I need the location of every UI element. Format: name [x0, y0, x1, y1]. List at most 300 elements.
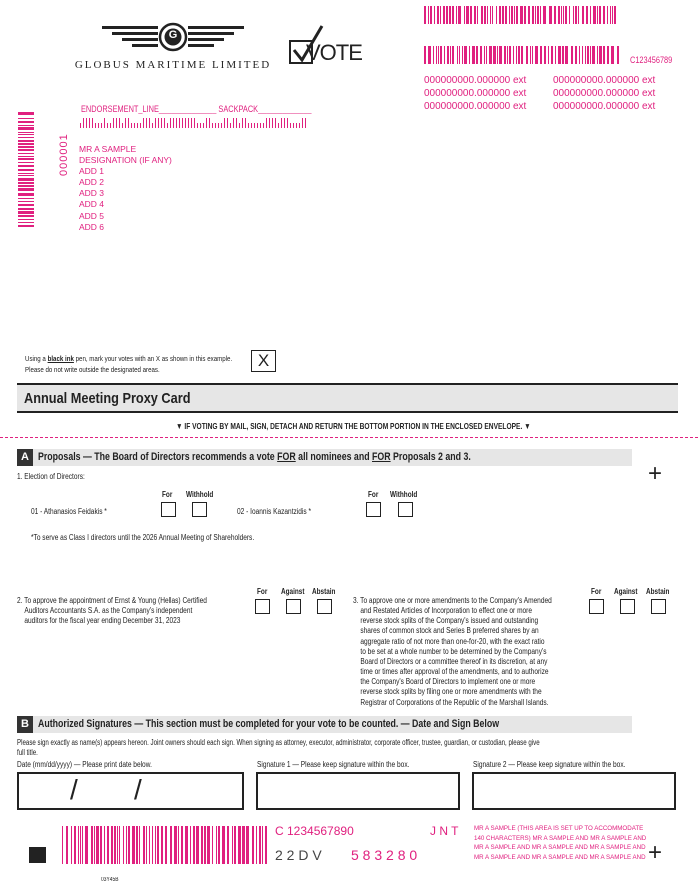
address-line: ADD 1 — [79, 166, 105, 177]
postal-bar — [260, 123, 261, 128]
barcode-bar — [565, 46, 568, 64]
barcode-bar — [222, 826, 225, 864]
address-line: ADD 2 — [79, 177, 105, 188]
barcode-bar — [18, 215, 34, 217]
barcode-bar — [85, 826, 88, 864]
barcode-bar — [516, 6, 518, 24]
barcode-bar — [617, 46, 619, 64]
barcode-bar — [575, 6, 577, 24]
barcode-bar — [474, 6, 476, 24]
barcode-bar — [18, 143, 34, 145]
postal-bar — [284, 118, 285, 128]
barcode-bar — [91, 826, 93, 864]
barcode-bar — [558, 6, 560, 24]
barcode-bar — [193, 826, 195, 864]
postal-bar — [173, 118, 174, 128]
barcode-bar — [62, 826, 63, 864]
example-mark: X — [257, 351, 270, 370]
barcode-bar — [599, 6, 601, 24]
signature-1-label: Signature 1 — Please keep signature within the box. — [257, 760, 410, 769]
barcode-bar — [146, 826, 147, 864]
barcode-bar — [569, 6, 570, 24]
barcode-bar — [614, 6, 616, 24]
col-against-label: Against — [281, 587, 305, 596]
barcode-bar — [543, 6, 546, 24]
postal-bar — [152, 123, 153, 128]
ext-line: 000000000.000000 ext — [553, 101, 656, 112]
postal-bar — [143, 118, 144, 128]
postal-bar — [245, 118, 246, 128]
barcode-bar — [152, 826, 153, 864]
barcode-bar — [443, 6, 445, 24]
barcode-bar — [18, 112, 34, 115]
barcode-bar — [139, 826, 140, 864]
barcode-bar — [80, 826, 81, 864]
company-logo — [68, 22, 278, 74]
barcode-bar — [535, 6, 536, 24]
barcode-bar — [256, 826, 257, 864]
postal-bar — [113, 118, 114, 128]
barcode-bar — [487, 6, 488, 24]
barcode-bar — [535, 46, 538, 64]
barcode-bar — [252, 826, 254, 864]
postal-bar — [122, 123, 123, 128]
barcode-bar — [149, 826, 150, 864]
postal-bar — [221, 123, 222, 128]
barcode-bar — [232, 826, 233, 864]
tear-line — [0, 437, 698, 438]
barcode-bar — [238, 826, 241, 864]
ext-line: 000000000.000000 ext — [424, 75, 527, 86]
postal-bar — [125, 118, 126, 128]
postal-bar — [86, 118, 87, 128]
barcode-bar — [71, 826, 72, 864]
barcode-bar — [18, 125, 34, 126]
barcode-bar — [492, 6, 493, 24]
barcode-bar — [573, 6, 574, 24]
instructions — [25, 353, 232, 375]
postal-barcode — [80, 118, 308, 128]
barcode-bar — [540, 46, 542, 64]
barcode-bar — [136, 826, 138, 864]
barcode-bar — [603, 6, 605, 24]
date-slash: / — [134, 774, 142, 805]
barcode-bar — [190, 826, 191, 864]
barcode-bar — [484, 6, 486, 24]
barcode-bar — [117, 826, 118, 864]
postal-bar — [281, 118, 282, 128]
signature-instructions: Please sign exactly as name(s) appears hereon. Joint owners should each sign. When signing as attorney, executor, administrator, corporate officer, trustee, guardian, or custodian, please give full title. — [17, 738, 540, 757]
barcode-bar — [438, 46, 439, 64]
barcode-bar — [578, 6, 579, 24]
barcode-bar — [174, 826, 177, 864]
col-for-label: For — [368, 490, 379, 499]
barcode-bar — [128, 826, 130, 864]
signature-2-box[interactable] — [472, 772, 676, 810]
barcode-bar — [518, 46, 520, 64]
postal-bar — [290, 123, 291, 128]
barcode-bar — [579, 46, 580, 64]
postal-bar — [155, 118, 156, 128]
barcode-bar — [544, 46, 546, 64]
barcode-bar — [436, 46, 437, 64]
barcode-bar — [78, 826, 79, 864]
postal-bar — [146, 118, 147, 128]
signature-1-box[interactable] — [256, 772, 460, 810]
postal-bar — [254, 123, 255, 128]
barcode-bar — [18, 153, 34, 154]
barcode-bar — [466, 6, 469, 24]
barcode-bar — [499, 6, 501, 24]
barcode-bar — [18, 193, 34, 196]
signature-2-label: Signature 2 — Please keep signature within the box. — [473, 760, 626, 769]
barcode-bar — [528, 6, 530, 24]
barcode-bar — [597, 6, 598, 24]
barcode-bar — [477, 6, 478, 24]
barcode-bar — [18, 127, 34, 130]
postal-bar — [137, 123, 138, 128]
postal-bar — [128, 118, 129, 128]
barcode-bar — [561, 6, 562, 24]
barcode-bar — [18, 211, 34, 214]
barcode-bar — [590, 46, 591, 64]
date-label: Date (mm/dd/yyyy) — Please print date below. — [17, 760, 152, 769]
postal-bar — [299, 123, 300, 128]
barcode-bar — [472, 46, 475, 64]
barcode-bar — [170, 826, 172, 864]
bottom-jnt: J N T — [430, 824, 459, 838]
proposal-3-text: 3. To approve one or more amendments to the Company's Amended and Restated Articles of Incorporation to effect one or more reverse stock splits of the Company's issued and outstanding shares of common stock and Series B preferred shares by an aggregate ratio of not more than one-for-20, with the exact ratio to be set at a whole number to be determined by the Company's Board of Directors or a committee thereof in its discretion, at any time or times after approval of the amendments, and to authorize the Company's Board of Directors to implement one or more reverse stock splits by filing one or more amendments with the Registrar of Corporations of the Republic of the Marshall Islands. — [353, 596, 552, 707]
postal-bar — [209, 118, 210, 128]
barcode-bar — [242, 826, 245, 864]
barcode-bar — [18, 225, 34, 227]
postal-bar — [236, 118, 237, 128]
barcode-bar — [262, 826, 263, 864]
barcode-bar — [246, 826, 249, 864]
barcode-bar — [104, 826, 105, 864]
postal-bar — [302, 118, 303, 128]
barcode-bar — [433, 46, 434, 64]
ext-line: 000000000.000000 ext — [424, 101, 527, 112]
barcode-bar — [456, 6, 457, 24]
barcode-bar — [212, 826, 213, 864]
barcode-bar — [586, 6, 588, 24]
postal-bar — [119, 118, 120, 128]
barcode-bar — [558, 46, 561, 64]
address-block — [79, 144, 172, 233]
barcode-bar — [18, 146, 34, 148]
barcode-bar — [457, 46, 458, 64]
barcode-bar — [548, 46, 549, 64]
postal-bar — [176, 118, 177, 128]
proposal-2-abstain-checkbox[interactable] — [317, 599, 332, 614]
nominee-1: 01 - Athanasios Feidakis * — [31, 507, 107, 516]
barcode-bar — [493, 46, 496, 64]
barcode-bar — [18, 219, 34, 220]
barcode-bar — [565, 6, 567, 24]
instruction-line-2: Please do not write outside the designated areas. — [25, 365, 160, 374]
vote-text: VOTE — [306, 40, 362, 65]
section-a-badge: A — [17, 449, 33, 466]
col-for-label: For — [591, 587, 602, 596]
barcode-bar — [227, 826, 229, 864]
barcode-bar — [216, 826, 217, 864]
postal-bar — [110, 123, 111, 128]
postal-bar — [179, 118, 180, 128]
company-name: GLOBUS MARITIME LIMITED — [74, 59, 272, 71]
barcode-bar — [464, 46, 467, 64]
barcode-bar — [509, 6, 510, 24]
barcode-bar — [18, 188, 34, 191]
barcode-bar — [540, 6, 541, 24]
barcode-bar — [563, 6, 564, 24]
postal-bar — [248, 123, 249, 128]
barcode-bar — [497, 46, 498, 64]
address-line: ADD 6 — [79, 221, 105, 232]
side-barcode — [18, 112, 34, 228]
barcode-bar — [590, 6, 591, 24]
postal-bar — [104, 118, 105, 128]
barcode-bar — [218, 826, 220, 864]
barcode-bar — [18, 222, 34, 223]
barcode-bar — [447, 46, 449, 64]
barcode-bar — [612, 6, 613, 24]
postal-bar — [242, 118, 243, 128]
barcode-bar — [509, 46, 511, 64]
barcode-bar — [486, 46, 487, 64]
barcode-bar — [562, 46, 564, 64]
logo-letter: G — [168, 29, 178, 41]
barcode-bar — [18, 156, 34, 157]
barcode-bar — [259, 826, 261, 864]
election-label: 1. Election of Directors: — [17, 472, 85, 481]
barcode-bar — [428, 46, 431, 64]
barcode-bar — [207, 826, 210, 864]
barcode-bar — [114, 826, 116, 864]
proposal-3-against-checkbox[interactable] — [620, 599, 635, 614]
barcode-bar — [521, 46, 523, 64]
postal-bar — [107, 123, 108, 128]
barcode-bar — [18, 165, 34, 167]
postal-bar — [158, 118, 159, 128]
barcode-bar — [94, 826, 95, 864]
barcode-bar — [428, 6, 429, 24]
barcode-bar — [597, 46, 598, 64]
barcode-bar — [571, 46, 573, 64]
barcode-bar — [126, 826, 127, 864]
barcode-bar — [464, 6, 465, 24]
postal-bar — [92, 118, 93, 128]
postal-bar — [227, 118, 228, 128]
postal-bar — [116, 118, 117, 128]
barcode-bar — [532, 6, 534, 24]
barcode-bar — [575, 46, 577, 64]
postal-bar — [98, 123, 99, 128]
barcode-bar — [511, 6, 513, 24]
barcode-bar — [504, 46, 506, 64]
bottom-id-2: 5 8 3 2 8 0 — [351, 847, 418, 863]
postal-bar — [272, 118, 273, 128]
barcode-bar — [530, 46, 531, 64]
date-slash: / — [70, 774, 78, 805]
section-a-title: Proposals — The Board of Directors recommends a vote FOR all nominees and FOR Proposals 2 and 3. — [38, 451, 471, 463]
ext-line: 000000000.000000 ext — [424, 88, 527, 99]
address-line: ADD 5 — [79, 210, 105, 221]
nominee-note: *To serve as Class I directors until the 2026 Annual Meeting of Shareholders. — [31, 533, 255, 542]
col-for-label: For — [162, 490, 173, 499]
section-b-badge: B — [17, 716, 33, 733]
title-bar — [17, 383, 678, 413]
barcode-bar — [516, 46, 517, 64]
barcode-bar — [96, 826, 99, 864]
col-against-label: Against — [614, 587, 638, 596]
barcode-bar — [201, 826, 203, 864]
barcode-bar — [611, 46, 614, 64]
barcode-bar — [532, 46, 533, 64]
postal-bar — [194, 118, 195, 128]
nominee-2-for-checkbox[interactable] — [366, 502, 381, 517]
postal-bar — [275, 118, 276, 128]
barcode-bar — [18, 158, 34, 160]
barcode-bar — [585, 46, 586, 64]
nominee-2-withhold-checkbox[interactable] — [398, 502, 413, 517]
barcode-bar — [18, 208, 34, 210]
section-a-plus: + — [648, 460, 663, 487]
barcode-bar — [549, 6, 552, 24]
barcode-bar — [424, 6, 426, 24]
barcode-bar — [18, 198, 34, 199]
barcode-bar — [18, 140, 34, 142]
postal-bar — [197, 123, 198, 128]
address-line: ADD 4 — [79, 199, 105, 210]
postal-bar — [185, 118, 186, 128]
proposal-3-abstain-checkbox[interactable] — [651, 599, 666, 614]
barcode-bar — [607, 46, 609, 64]
example-mark-box — [251, 350, 276, 372]
sample-name-block: MR A SAMPLE (THIS AREA IS SET UP TO ACCOMMODATE 140 CHARACTERS) MR A SAMPLE AND MR A SAMPLE AND MR A SAMPLE AND MR A SAMPLE AND MR A SAMPLE AND MR A SAMPLE AND MR A SAMPLE AND MR A SAMPLE AND — [474, 825, 647, 861]
barcode-bar — [452, 6, 454, 24]
barcode-bar — [520, 6, 523, 24]
nominee-1-withhold-checkbox[interactable] — [192, 502, 207, 517]
barcode-bar — [143, 826, 145, 864]
barcode-bar — [496, 6, 497, 24]
ext-lines-left — [424, 74, 526, 113]
barcode-bar — [161, 826, 163, 864]
barcode-bar — [469, 46, 470, 64]
postal-bar — [95, 123, 96, 128]
barcode-bar — [607, 6, 608, 24]
postal-bar — [251, 123, 252, 128]
barcode-bar — [459, 46, 460, 64]
postal-bar — [305, 118, 306, 128]
postal-bar — [215, 123, 216, 128]
proposal-2-against-checkbox[interactable] — [286, 599, 301, 614]
postal-bar — [218, 123, 219, 128]
barcode-bar — [489, 46, 492, 64]
nominee-1-for-checkbox[interactable] — [161, 502, 176, 517]
barcode-bar — [18, 162, 34, 163]
bottom-barcode — [62, 826, 268, 864]
barcode-bar — [505, 6, 507, 24]
postal-bar — [191, 118, 192, 128]
postal-bar — [101, 123, 102, 128]
ext-lines-right — [553, 74, 655, 113]
ext-line: 000000000.000000 ext — [553, 75, 656, 86]
barcode-bar — [592, 46, 595, 64]
barcode-bar — [593, 6, 596, 24]
barcode-bar — [82, 826, 83, 864]
col-withhold-label: Withhold — [186, 490, 214, 499]
barcode-bar — [526, 46, 528, 64]
postal-bar — [149, 118, 150, 128]
barcode-bar — [74, 826, 76, 864]
barcode-bar — [599, 46, 602, 64]
card-title: Annual Meeting Proxy Card — [24, 390, 191, 407]
barcode-bar — [555, 46, 556, 64]
postal-bar — [269, 118, 270, 128]
registration-square — [29, 847, 46, 863]
barcode-bar — [582, 46, 583, 64]
barcode-bar — [444, 46, 445, 64]
nominee-2: 02 - Ioannis Kazantzidis * — [237, 507, 312, 516]
barcode-bar — [18, 173, 34, 174]
proposal-2-for-checkbox[interactable] — [255, 599, 270, 614]
postal-bar — [131, 123, 132, 128]
address-line: ADD 3 — [79, 188, 105, 199]
postal-bar — [239, 123, 240, 128]
postal-bar — [278, 123, 279, 128]
barcode-bar — [165, 826, 167, 864]
barcode-bar — [107, 826, 109, 864]
barcode-bar — [452, 46, 454, 64]
address-line: MR A SAMPLE — [79, 144, 137, 154]
postal-bar — [230, 123, 231, 128]
barcode-bar — [603, 46, 605, 64]
form-code: 03Y45B — [101, 877, 119, 883]
postal-bar — [170, 118, 171, 128]
col-for-label: For — [257, 587, 268, 596]
barcode-bar — [18, 121, 34, 123]
barcode-bar — [18, 149, 34, 151]
barcode-bar — [450, 46, 451, 64]
barcode-bar — [234, 826, 236, 864]
postal-bar — [182, 118, 183, 128]
col-abstain-label: Abstain — [312, 587, 336, 596]
instruction-line-1: Using a black ink pen, mark your votes with an X as shown in this example. — [25, 354, 233, 363]
col-withhold-label: Withhold — [390, 490, 418, 499]
barcode-bar — [437, 6, 439, 24]
barcode-bar — [462, 46, 463, 64]
barcode-bar — [587, 46, 589, 64]
barcode-bar — [430, 6, 432, 24]
postal-bar — [257, 123, 258, 128]
barcode-bar — [554, 6, 556, 24]
date-input-box[interactable] — [17, 772, 244, 810]
barcode-bar — [424, 46, 426, 64]
barcode-bar — [132, 826, 135, 864]
proposal-3-for-checkbox[interactable] — [589, 599, 604, 614]
barcode-bar — [470, 6, 472, 24]
postal-bar — [80, 123, 81, 128]
account-barcode — [424, 46, 621, 64]
barcode-bar — [18, 175, 34, 176]
barcode-bar — [18, 132, 34, 133]
barcode-bar — [507, 46, 508, 64]
barcode-bar — [18, 178, 34, 181]
vote-logo — [288, 24, 362, 68]
barcode-bar — [18, 137, 34, 138]
postal-bar — [287, 118, 288, 128]
